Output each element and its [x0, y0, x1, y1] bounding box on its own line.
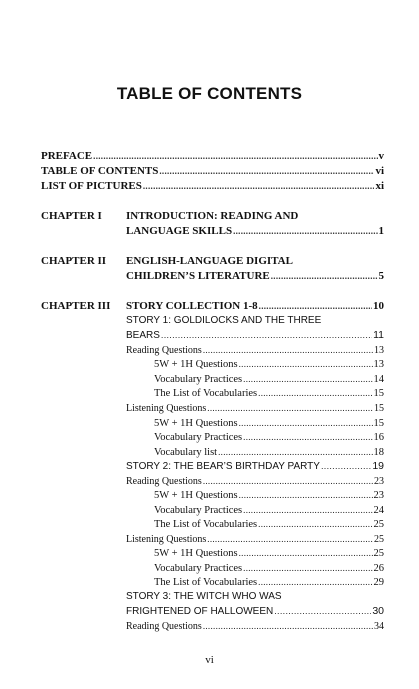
toc-entry-page: 1: [378, 225, 384, 237]
toc-entry-page: 15: [373, 388, 384, 399]
toc-entry-page: 24: [373, 505, 384, 516]
dot-leader: [93, 149, 377, 163]
toc-entry-page: 34: [374, 621, 384, 632]
toc-entry-label: 5W + 1H Questions: [154, 418, 238, 429]
toc-entry-label: The List of Vocabularies: [154, 519, 258, 530]
toc-entry-label: Reading Questions: [126, 345, 202, 356]
toc-entry-page: 25: [373, 548, 384, 559]
dot-leader: [239, 546, 373, 560]
toc-entry[interactable]: [154, 546, 384, 561]
toc-entry-page: 25: [374, 534, 384, 545]
toc-entry[interactable]: [154, 357, 384, 372]
toc-entry[interactable]: [154, 372, 384, 387]
toc-entry-page: 16: [373, 432, 384, 443]
story-title[interactable]: STORY 1: GOLDILOCKS AND THE THREE: [126, 315, 322, 326]
dot-leader: [143, 179, 375, 193]
toc-entry[interactable]: [154, 517, 384, 532]
toc-entry-page: 19: [372, 460, 384, 472]
toc-entry-label: Vocabulary list: [154, 447, 218, 458]
dot-leader: [203, 474, 373, 488]
toc-entry[interactable]: [126, 343, 384, 358]
toc-entry[interactable]: [126, 474, 384, 489]
toc-entry[interactable]: [154, 416, 384, 431]
toc-entry-label: Vocabulary Practices: [154, 505, 243, 516]
toc-entry-page: v: [378, 150, 384, 162]
dot-leader: [207, 532, 373, 546]
dot-leader: [243, 372, 372, 386]
dot-leader: [233, 224, 377, 238]
dot-leader: [239, 357, 373, 371]
dot-leader: [258, 386, 372, 400]
toc-entry[interactable]: [126, 619, 384, 634]
toc-entry-page: 14: [373, 374, 384, 385]
toc-entry-label: 5W + 1H Questions: [154, 548, 238, 559]
story-title[interactable]: STORY 3: THE WITCH WHO WAS: [126, 591, 282, 602]
toc-entry-label: LIST OF PICTURES: [41, 180, 142, 192]
toc-entry-label: The List of Vocabularies: [154, 388, 258, 399]
dot-leader: [243, 561, 372, 575]
toc-entry-story-1[interactable]: [126, 328, 384, 343]
dot-leader: [239, 416, 373, 430]
toc-entry-label: LANGUAGE SKILLS: [126, 225, 233, 237]
toc-entry-story-3[interactable]: [126, 604, 384, 619]
toc-entry-page: 10: [373, 300, 384, 312]
dot-leader: [259, 299, 372, 313]
dot-leader: [258, 575, 372, 589]
toc-entry-label: CHILDREN’S LITERATURE: [126, 270, 270, 282]
dot-leader: [271, 269, 378, 283]
chapter-number: CHAPTER I: [41, 210, 102, 222]
toc-entry-label: Vocabulary Practices: [154, 432, 243, 443]
chapter-title[interactable]: INTRODUCTION: READING AND: [126, 210, 299, 222]
toc-entry[interactable]: [154, 503, 384, 518]
toc-entry-label: PREFACE: [41, 150, 93, 162]
toc-entry-label: Listening Questions: [126, 403, 207, 414]
toc-entry[interactable]: [154, 430, 384, 445]
toc-entry-label: TABLE OF CONTENTS: [41, 165, 159, 177]
dot-leader: [258, 517, 372, 531]
toc-entry-chapter-3[interactable]: [126, 299, 384, 313]
dot-leader: [243, 430, 372, 444]
toc-entry[interactable]: [154, 561, 384, 576]
dot-leader: [243, 503, 372, 517]
toc-entry-page: 26: [373, 563, 384, 574]
page-number: vi: [205, 654, 214, 666]
toc-entry-page: 23: [373, 490, 384, 501]
toc-entry-chapter-2[interactable]: [126, 269, 384, 283]
toc-entry-label: FRIGHTENED OF HALLOWEEN: [126, 606, 274, 617]
page-title: TABLE OF CONTENTS: [116, 84, 303, 103]
toc-entry[interactable]: [154, 575, 384, 590]
dot-leader: [274, 604, 371, 618]
toc-entry-label: STORY 2: THE BEAR’S BIRTHDAY PARTY: [126, 461, 320, 472]
dot-leader: [203, 343, 373, 357]
chapter-title[interactable]: ENGLISH-LANGUAGE DIGITAL: [126, 255, 293, 267]
toc-entry-page: 13: [374, 345, 384, 356]
toc-entry-label: 5W + 1H Questions: [154, 490, 238, 501]
toc-entry-page: 23: [374, 476, 384, 487]
toc-entry-label: BEARS: [126, 330, 160, 341]
chapter-number: CHAPTER III: [41, 300, 111, 312]
toc-entry-page: xi: [375, 180, 384, 192]
toc-entry-chapter-1[interactable]: [126, 224, 384, 238]
toc-entry[interactable]: [126, 401, 384, 416]
toc-entry-label: Reading Questions: [126, 621, 202, 632]
toc-entry-list-of-pictures[interactable]: [41, 179, 384, 193]
toc-entry-preface[interactable]: [41, 149, 384, 163]
dot-leader: [203, 619, 373, 633]
toc-entry-label: Reading Questions: [126, 476, 202, 487]
toc-entry[interactable]: [154, 445, 384, 460]
dot-leader: [159, 164, 374, 178]
toc-entry-page: 29: [373, 577, 384, 588]
toc-entry-page: 15: [374, 403, 384, 414]
toc-entry-label: 5W + 1H Questions: [154, 359, 238, 370]
toc-entry-page: 25: [373, 519, 384, 530]
toc-entry-page: 5: [378, 270, 384, 282]
dot-leader: [218, 445, 372, 459]
toc-entry-label: Listening Questions: [126, 534, 207, 545]
dot-leader: [321, 459, 371, 473]
toc-entry-label: STORY COLLECTION 1-8: [126, 300, 258, 312]
dot-leader: [161, 328, 372, 342]
toc-entry-page: 13: [373, 359, 384, 370]
toc-entry-page: 18: [373, 447, 384, 458]
toc-entry-label: Vocabulary Practices: [154, 374, 243, 385]
toc-entry[interactable]: [126, 532, 384, 547]
toc-entry-label: The List of Vocabularies: [154, 577, 258, 588]
toc-entry-story-2[interactable]: [126, 459, 384, 474]
toc-entry-page: 15: [373, 418, 384, 429]
dot-leader: [239, 488, 373, 502]
toc-entry-label: Vocabulary Practices: [154, 563, 243, 574]
toc-entry-table-of-contents[interactable]: [41, 164, 384, 178]
toc-entry-page: 30: [372, 605, 384, 617]
dot-leader: [207, 401, 373, 415]
toc-entry[interactable]: [154, 488, 384, 503]
chapter-number: CHAPTER II: [41, 255, 107, 267]
toc-entry-page: 11: [373, 329, 384, 341]
toc-entry-page: vi: [375, 165, 384, 177]
toc-entry[interactable]: [154, 386, 384, 401]
